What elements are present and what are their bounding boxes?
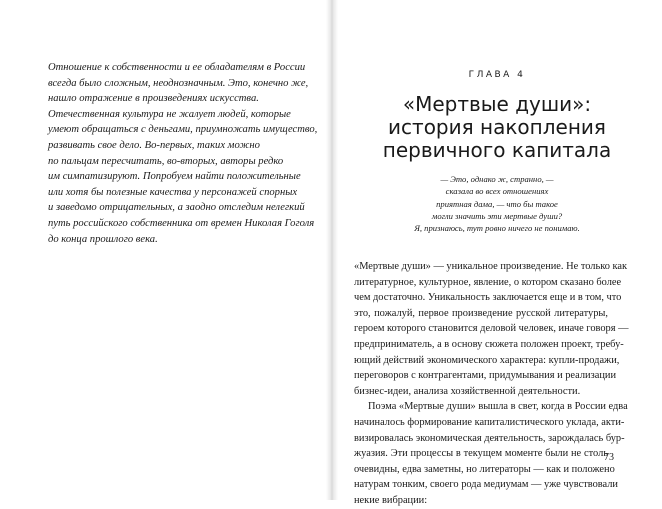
epigraph-line: приятная дама, — что бы такое	[436, 198, 558, 209]
intro-line: и заведомо отрицательных, а заодно отследим нелегкий	[48, 202, 305, 214]
body-line: предприниматель, а в основу сюжета положен проект, требу-	[354, 338, 624, 350]
body-line: это, пожалуй, первое произведение русской литературы,	[354, 307, 608, 319]
body-line: жуазия. Эти процессы в текущем моменте были не столь	[354, 448, 608, 460]
epigraph-line: сказала во всех отношениях	[445, 186, 549, 197]
intro-line: Отношение к собственности и ее обладателям в России	[48, 62, 306, 73]
page-number: 73	[604, 452, 614, 463]
chapter-title	[332, 93, 662, 162]
body-line: натурам тонким, своего рода медиумам — уже чувствовали	[354, 479, 618, 491]
body-line: литературное, культурное, явление, о котором сказано более	[354, 276, 622, 288]
intro-line: Отечественная культура не жалует людей, которые	[48, 108, 291, 120]
body-line: переговоров с контрагентами, придумывания и реализации	[354, 370, 617, 382]
book-gutter	[326, 0, 338, 500]
epigraph	[332, 173, 662, 234]
body-line: очевидны, едва заметны, но литераторы — как и положено	[354, 463, 615, 475]
body-line: чем достаточно. Уникальность заключается еще и в том, что	[354, 292, 622, 304]
epigraph-line: Я, признаюсь, тут ровно ничего не понимаю.	[414, 223, 580, 234]
chapter-intro	[48, 60, 318, 247]
intro-line: им симпатизируют. Попробуем найти положительные	[48, 171, 301, 183]
body-line: бизнес-идеи, анализа хозяйственной деятельности.	[354, 385, 581, 397]
intro-line: всегда было сложным, неоднозначным. Это, конечно же,	[48, 77, 309, 89]
intro-line: нашло отражение в произведениях искусства.	[48, 93, 259, 105]
intro-line: по пальцам пересчитать, во-вторых, авторы редко	[48, 155, 284, 167]
title-line: история накопления	[388, 115, 606, 139]
body-line: начиналось формирование капиталистического уклада, акти-	[354, 416, 625, 428]
intro-line: умеют обращаться с деньгами, приумножать имущество,	[48, 124, 318, 136]
body-line: героем которого становится деловой человек, иначе говоря —	[354, 323, 629, 335]
chapter-label: ГЛАВА 4	[468, 70, 526, 80]
body-line: «Мертвые души» — уникальное произведение. Не только как	[354, 261, 628, 272]
intro-line: или хотя бы полезные качества у персонажей спорных	[48, 186, 298, 198]
epigraph-line: — Это, однако ж, странно, —	[440, 174, 554, 184]
epigraph-line: могли значить эти мертвые души?	[431, 210, 563, 221]
body-line: визировалась экономическая деятельность, зарождалась бур-	[354, 432, 625, 444]
body-line: некие вибрации:	[354, 494, 428, 506]
right-page	[332, 0, 662, 506]
intro-line: до конца прошлого века.	[48, 233, 158, 245]
body-line: Поэма «Мертвые души» вышла в свет, когда в России едва	[368, 401, 628, 413]
title-line: «Мертвые души»:	[402, 92, 592, 116]
title-line: первичного капитала	[382, 138, 612, 162]
intro-line: развивать свое дело. Во-первых, таких можно	[48, 139, 260, 151]
intro-line: путь российского собственника от времен Николая Гоголя	[48, 217, 315, 229]
body-line: ющий действий экономического характера: купли-продажи,	[354, 354, 620, 366]
left-page	[0, 0, 330, 500]
